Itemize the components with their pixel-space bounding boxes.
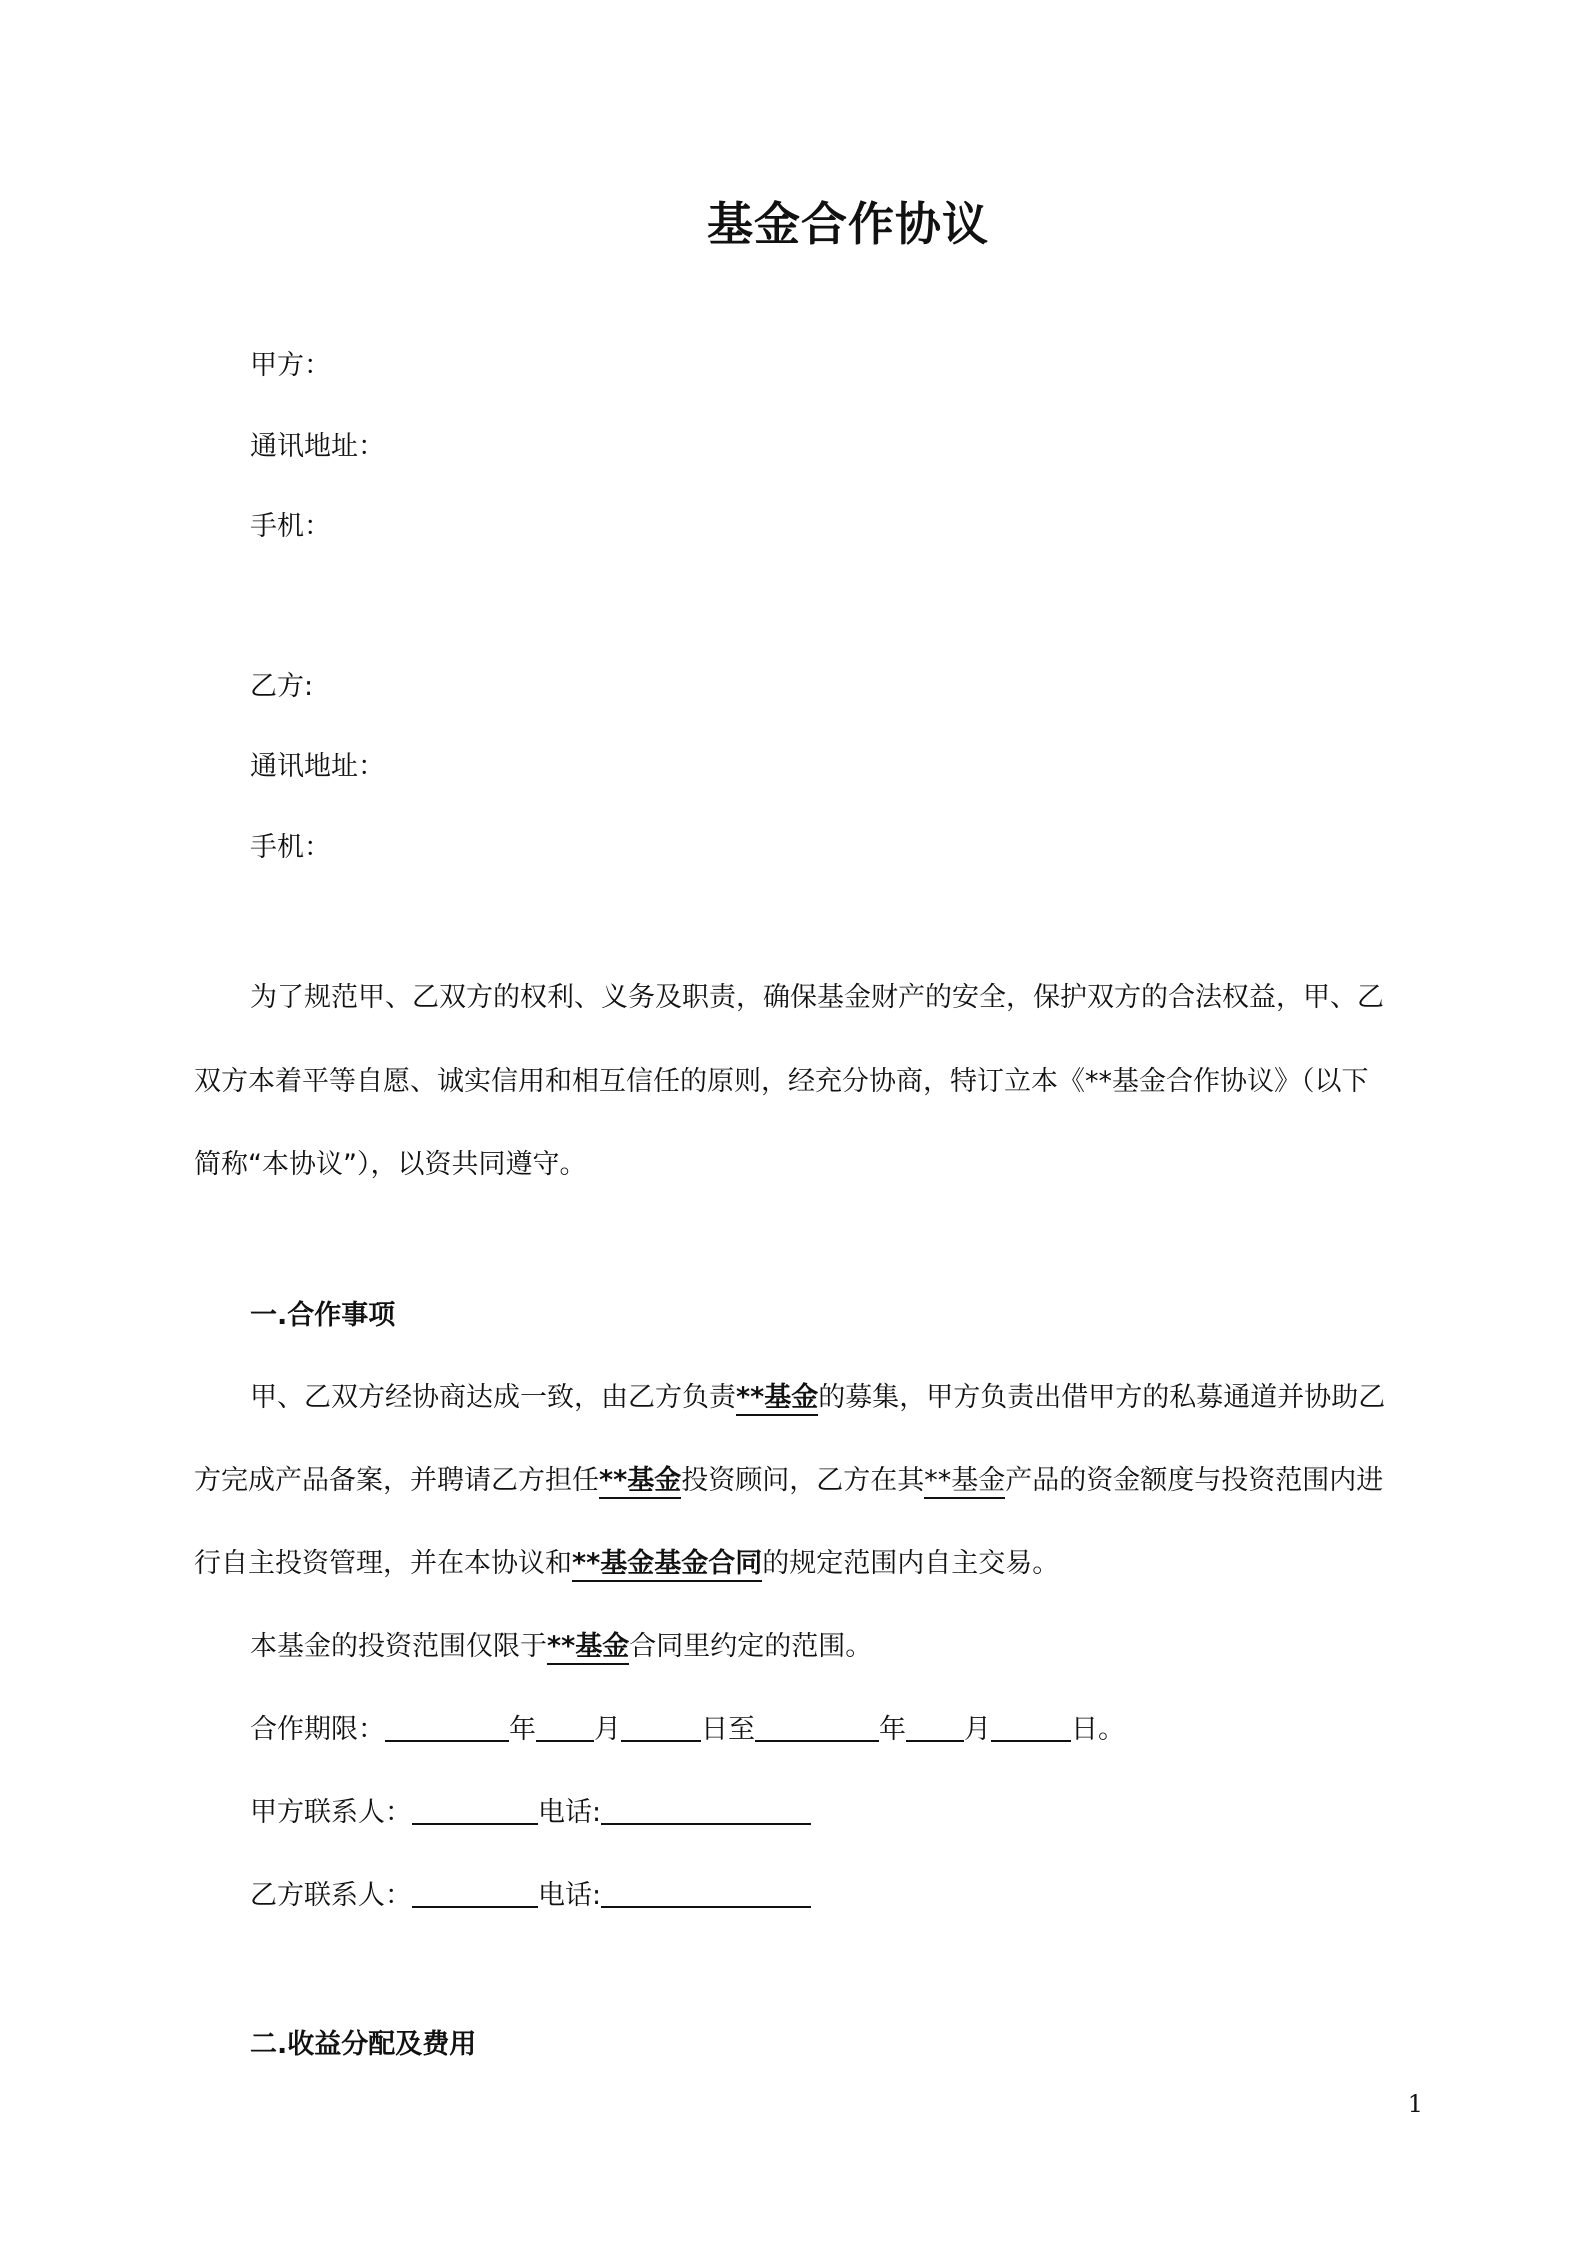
section-1-heading: 一.合作事项 (250, 1300, 396, 1331)
party-b-address-label: 通讯地址： (250, 751, 385, 782)
page-number: 1 (1407, 2090, 1423, 2118)
party-b-contact-phone-field[interactable] (601, 1876, 811, 1908)
section-1-para-1-line-1: 甲、乙双方经协商达成一致，由乙方负责**基金的募集，甲方负责出借甲方的私募通道并协助乙 (250, 1378, 1385, 1418)
party-b-contact: 乙方联系人： 电话: (250, 1876, 811, 1916)
party-a-label: 甲方： (250, 350, 331, 381)
fund-name-ref: **基金 (924, 1465, 1005, 1499)
preamble-line-1: 为了规范甲、乙双方的权利、义务及职责，确保基金财产的安全，保护双方的合法权益，甲、乙 (250, 982, 1384, 1013)
party-a-address-label: 通讯地址： (250, 431, 385, 462)
party-a-contact-name-field[interactable] (412, 1793, 538, 1825)
preamble-line-2: 双方本着平等自愿、诚实信用和相互信任的原则，经充分协商，特订立本《**基金合作协议》（以下 (194, 1066, 1369, 1097)
cooperation-term: 合作期限： 年 月 日至 年 月 日。 (250, 1710, 1125, 1750)
term-end-day-field[interactable] (991, 1710, 1071, 1742)
fund-contract-ref: **基金基金合同 (572, 1548, 762, 1582)
party-b-contact-name-field[interactable] (412, 1876, 538, 1908)
term-start-day-field[interactable] (621, 1710, 701, 1742)
fund-name-ref: **基金 (599, 1465, 681, 1499)
party-a-contact-phone-field[interactable] (601, 1793, 811, 1825)
term-start-year-field[interactable] (385, 1710, 509, 1742)
party-a-contact: 甲方联系人： 电话: (250, 1793, 811, 1833)
fund-name-ref: **基金 (736, 1382, 818, 1416)
document-title: 基金合作协议 (707, 197, 989, 251)
section-2-heading: 二.收益分配及费用 (250, 2029, 477, 2060)
term-start-month-field[interactable] (536, 1710, 594, 1742)
section-1-para-1-line-3: 行自主投资管理，并在本协议和**基金基金合同的规定范围内自主交易。 (194, 1544, 1059, 1584)
party-b-phone-label: 手机： (250, 832, 331, 863)
term-end-month-field[interactable] (906, 1710, 964, 1742)
section-1-para-1-line-2: 方完成产品备案，并聘请乙方担任**基金投资顾问，乙方在其**基金产品的资金额度与投资范围内进 (194, 1461, 1383, 1501)
section-1-para-2: 本基金的投资范围仅限于**基金合同里约定的范围。 (250, 1627, 872, 1667)
fund-name-ref: **基金 (547, 1631, 629, 1665)
party-b-label: 乙方: (250, 671, 314, 702)
party-a-phone-label: 手机： (250, 511, 331, 542)
term-end-year-field[interactable] (755, 1710, 879, 1742)
preamble-line-3: 简称“本协议”），以资共同遵守。 (194, 1149, 587, 1180)
